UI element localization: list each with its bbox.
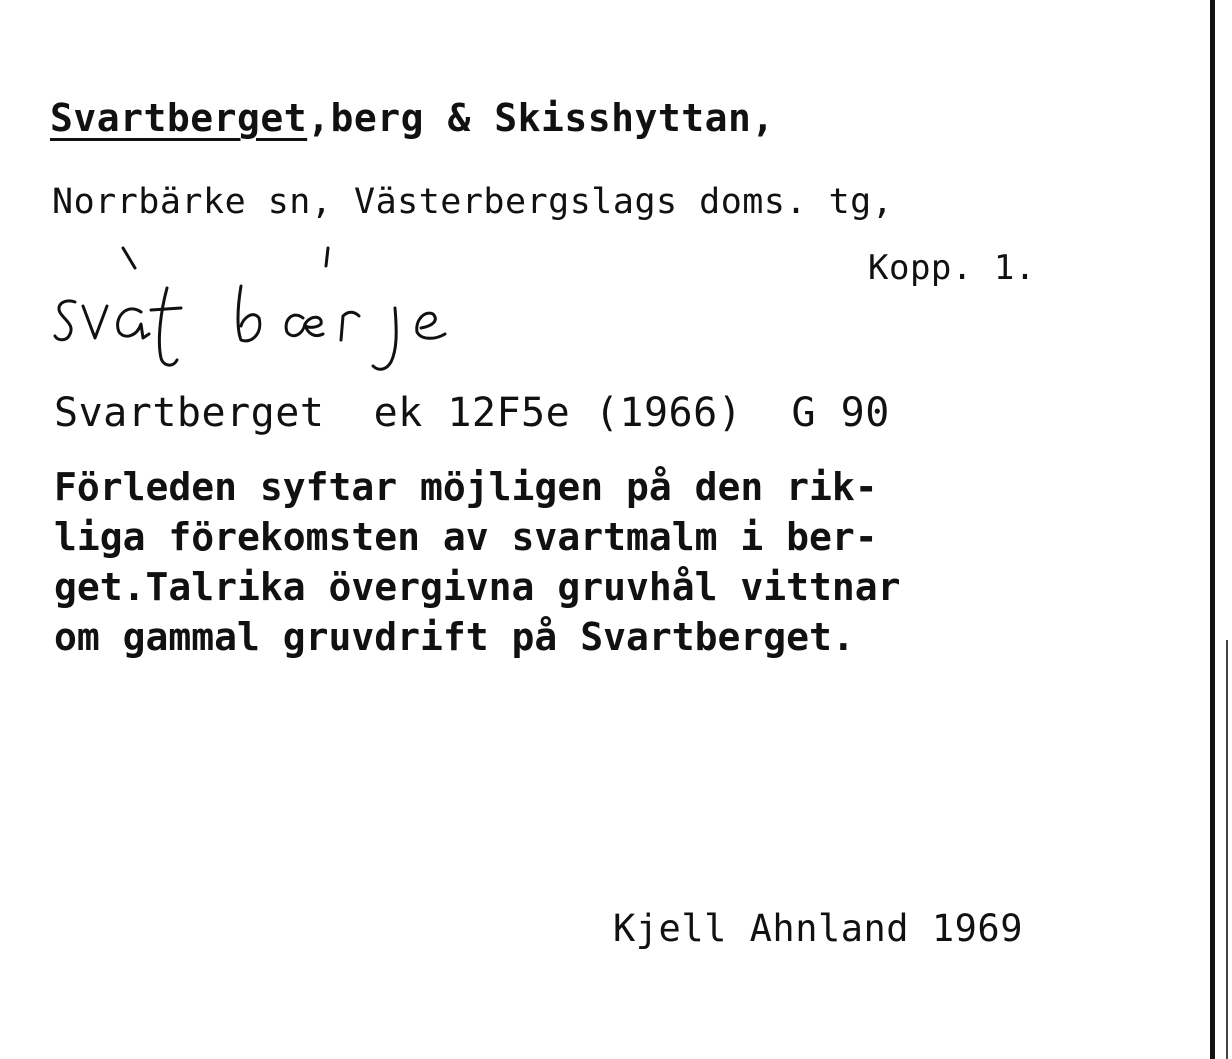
explanation-text — [54, 462, 1164, 662]
author-signature: Kjell Ahnland 1969 — [613, 907, 1023, 950]
handwritten-pronunciation — [45, 240, 485, 380]
place-description: ,berg & Skisshyttan, — [307, 96, 775, 140]
explanation-line: get.Talrika övergivna gruvhål vittnar — [54, 565, 901, 609]
card-edge-line — [1210, 0, 1215, 1059]
card-edge-line-secondary — [1226, 640, 1228, 1059]
map-reference: Svartberget ek 12F5e (1966) G 90 — [54, 390, 890, 436]
parish-line: Norrbärke sn, Västerbergslags doms. tg, — [52, 182, 894, 222]
place-name: Svartberget — [50, 96, 308, 140]
explanation-line: Förleden syftar möjligen på den rik- — [54, 465, 878, 509]
explanation-line: liga förekomsten av svartmalm i ber- — [54, 515, 878, 559]
explanation-line: om gammal gruvdrift på Svartberget. — [54, 615, 855, 659]
sheet-reference: Kopp. 1. — [868, 248, 1036, 288]
card-heading — [50, 96, 775, 140]
